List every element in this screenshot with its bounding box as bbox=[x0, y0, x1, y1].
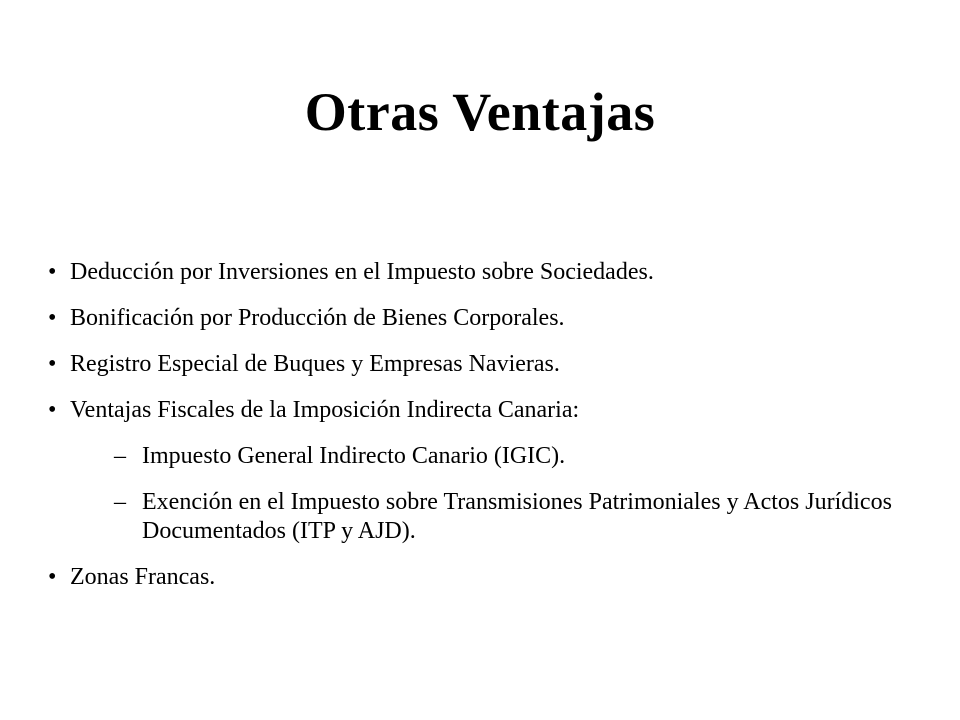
bullet-item bbox=[48, 396, 928, 425]
bullet-marker: • bbox=[48, 564, 57, 590]
bullet-marker: • bbox=[48, 351, 57, 377]
bullet-text: Registro Especial de Buques y Empresas Navieras. bbox=[70, 351, 560, 377]
sub-bullet-text: Exención en el Impuesto sobre Transmisiones Patrimoniales y Actos Jurídicos Documentados (ITP y AJD). bbox=[142, 489, 892, 544]
sub-bullet-text: Impuesto General Indirecto Canario (IGIC). bbox=[142, 443, 566, 469]
bullet-text: Zonas Francas. bbox=[70, 564, 216, 590]
bullet-item bbox=[48, 563, 928, 592]
sub-bullet-item bbox=[48, 442, 928, 471]
bullet-item bbox=[48, 304, 928, 333]
bullet-item bbox=[48, 258, 928, 287]
bullet-item bbox=[48, 350, 928, 379]
bullet-text: Deducción por Inversiones en el Impuesto sobre Sociedades. bbox=[70, 259, 654, 285]
bullet-marker: • bbox=[48, 397, 57, 423]
dash-marker: – bbox=[114, 489, 126, 515]
bullet-marker: • bbox=[48, 259, 57, 285]
bullet-text: Ventajas Fiscales de la Imposición Indirecta Canaria: bbox=[70, 397, 580, 423]
bullet-list bbox=[48, 258, 928, 609]
bullet-marker: • bbox=[48, 305, 57, 331]
slide-title: Otras Ventajas bbox=[304, 82, 656, 142]
sub-bullet-item bbox=[48, 488, 928, 546]
bullet-text: Bonificación por Producción de Bienes Corporales. bbox=[70, 305, 565, 331]
dash-marker: – bbox=[114, 443, 126, 469]
